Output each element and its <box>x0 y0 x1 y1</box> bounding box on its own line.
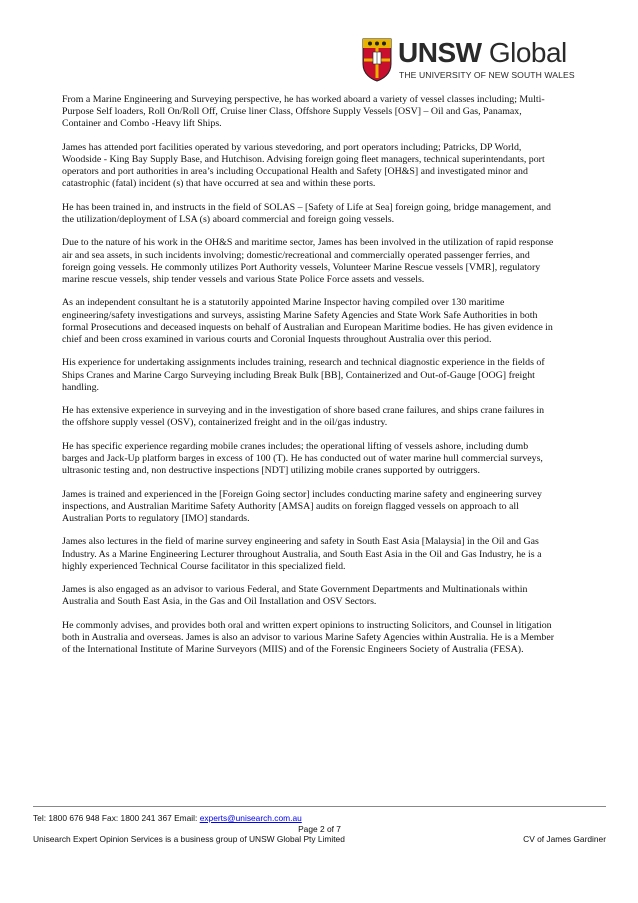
footer-company: Unisearch Expert Opinion Services is a business group of UNSW Global Pty Limited <box>33 834 345 845</box>
footer-company-row <box>33 834 606 845</box>
paragraph-port-facilities: James has attended port facilities operated by various stevedoring, and port operators including; Patricks, DP World, Woodside - King Bay Supply Base, and Hutchison. Advising foreign going fleet managers, technical superintendants, port operators and port authorities in area’s including Occupational Health and Safety [OH&S] and investigated minor and catastrophic (fatal) incident (s) that have occurred at sea and within these ports. <box>62 141 545 190</box>
unsw-crest-icon <box>362 38 392 82</box>
paragraph-expert-opinions: He commonly advises, and provides both oral and written expert opinions to instructing Solicitors, and Counsel in litigation both in Australia and overseas. James is also an advisor to various Marine Safety Agencies within Australia. He is a Member of the International Institute of Marine Surveyors (MIIS) and of the Forensic Engineers Society of Australia (FESA). <box>62 619 554 656</box>
paragraph-ships-cranes: His experience for undertaking assignments includes training, research and technical diagnostic experience in the fields of Ships Cranes and Marine Cargo Surveying including Break Bulk [BB], Containerized and Out-of-Gauge [OOG] freight handling. <box>62 357 545 393</box>
paragraph-solas: He has been trained in, and instructs in the field of SOLAS – [Safety of Life at Sea] foreign going, bridge management, and the utilization/deployment of LSA (s) aboard commercial and foreign going vessels. <box>62 201 551 225</box>
footer-email-link[interactable]: experts@unisearch.com.au <box>199 813 302 823</box>
paragraph-mobile-cranes: He has specific experience regarding mobile cranes includes; the operational lifting of vessels ashore, including dumb barges and Jack-Up platform barges in excess of 100 (T). He has conducted out of water marine hull commercial surveys, ultrasonic testing and, non destructive inspections [NDT] utilizing mobile cranes supported by outriggers. <box>62 440 543 477</box>
footer-divider <box>33 806 606 807</box>
logo-name-light: Global <box>481 37 567 68</box>
cv-body <box>62 94 554 668</box>
paragraph-vessel-classes: From a Marine Engineering and Surveying perspective, he has worked aboard a variety of vessel classes including; Multi-Purpose Self loaders, Roll On/Roll Off, Cruise liner Class, Offshore Supply Vessels [OSV] – Oil and Gas, Panamax, Container and Combo -Heavy lift Ships. <box>62 94 545 130</box>
footer-contact <box>33 813 606 824</box>
unsw-global-logo <box>362 38 584 84</box>
logo-name-bold: UNSW <box>398 37 482 68</box>
paragraph-advisor: James is also engaged as an advisor to various Federal, and State Government Departments and Multinationals within Australia and South East Asia, in the Gas and Oil Installation and OSV Sectors. <box>62 584 528 608</box>
paragraph-shore-crane-failures: He has extensive experience in surveying and in the investigation of shore based crane failures, and ships crane failures in the offshore supply vessel (OSV), containerized freight and in the oil/gas industry. <box>62 405 545 429</box>
footer-contact-text: Tel: 1800 676 948 Fax: 1800 241 367 Email: <box>33 813 200 823</box>
footer-document-title: CV of James Gardiner <box>523 834 606 845</box>
logo-wordmark <box>398 38 567 68</box>
footer-page-number: Page 2 of 7 <box>298 823 341 834</box>
paragraph-marine-inspector: As an independent consultant he is a statutorily appointed Marine Inspector having compiled over 130 maritime engineering/safety investigations and surveys, assisting Marine Safety Agencies and State Work Safe Authorities in both formal Prosecutions and deceased inquests on behalf of Australian and European Maritime bodies. He has given evidence in chief and been cross examined in various courts and Coronial Inquests throughout Australia over this period. <box>62 297 553 345</box>
page-footer <box>33 813 606 845</box>
logo-tagline: THE UNIVERSITY OF NEW SOUTH WALES <box>399 70 575 80</box>
paragraph-lectures: James also lectures in the field of marine survey engineering and safety in South East Asia [Malaysia] in the Oil and Gas Industry. As a Marine Engineering Lecturer throughout Australia, and South East Asia in the Oil and Gas Industry, he is a highly experienced Technical Course facilitator in this specialized field. <box>62 536 542 572</box>
paragraph-foreign-going: James is trained and experienced in the [Foreign Going sector] includes conducting marine safety and engineering survey inspections, and Australian Maritime Safety Authority [AMSA] audits on foreign flagged vessels on approach to all Australian Ports to regulatory [IMO] standards. <box>62 488 542 524</box>
paragraph-rapid-response: Due to the nature of his work in the OH&S and maritime sector, James has been involved in the utilization of rapid response air and sea assets, in such incidents involving; domestic/recreational and commercially operated passenger ferries, and foreign going vessels. He commonly utilizes Port Authority vessels, Volunteer Marine Rescue vessels [VMR], regulatory marine rescue vessels, ship tender vessels and various State Police Force assets and vessels. <box>62 237 554 285</box>
